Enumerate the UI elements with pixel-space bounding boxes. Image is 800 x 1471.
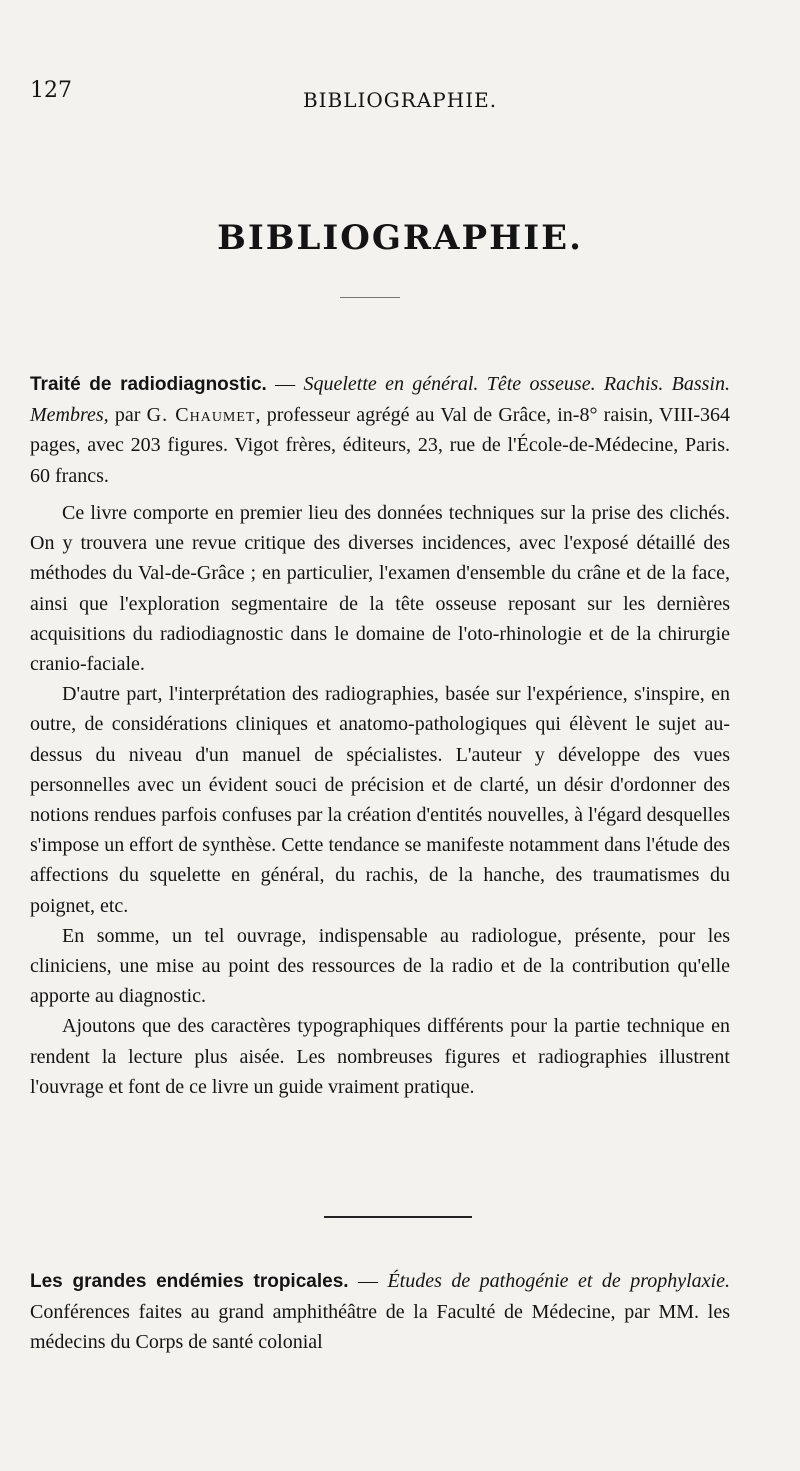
review-entry xyxy=(30,1266,730,1358)
book-subtitle: Études de pathogénie et de prophylaxie. xyxy=(387,1270,730,1292)
review-paragraph: Ce livre comporte en premier lieu des données techniques sur la prise des clichés. On y trouvera une revue critique des diverses incidences, avec l'exposé détaillé des méthodes du Val-de-Grâce ; en particulier, l'examen d'ensemble du crâne et de la face, ainsi que l'exploration segmentaire de la tête osseuse reposant sur les dernières acquisitions du radiodiagnostic dans le domaine de l'oto-rhinologie et de la chirurgie cranio-faciale. xyxy=(30,502,730,676)
book-title: Traité de radiodiagnostic. xyxy=(30,374,267,395)
book-author: G. Chaumet xyxy=(146,404,256,427)
review-paragraph: En somme, un tel ouvrage, indispensable au radiologue, présente, pour les cliniciens, une mise au point des ressources de la radio et de la contribution qu'elle apporte au diagnostic. xyxy=(30,924,730,1008)
by-text: par xyxy=(108,404,147,427)
book-details: , professeur agrégé au Val de Grâce, in-8° raisin, VIII-364 pages, avec 203 figures. Vigot frères, éditeurs, 23, rue de l'École-de-Médecine, Paris. 60 francs. xyxy=(30,404,731,487)
dash: — xyxy=(348,1270,388,1292)
book-subtitle: Squelette en général. Tête osseuse. Rachis. Bassin. Membres, xyxy=(30,373,730,427)
review-body xyxy=(30,498,730,1102)
page-number: 127 xyxy=(30,78,72,103)
page-title: BIBLIOGRAPHIE. xyxy=(217,218,583,258)
review-entry xyxy=(30,369,730,491)
review-heading xyxy=(30,1266,730,1358)
book-title: Les grandes endémies tropicales. xyxy=(30,1271,349,1292)
review-heading xyxy=(30,369,730,491)
section-divider xyxy=(324,1216,472,1218)
dash: — xyxy=(266,373,304,395)
divider xyxy=(340,297,400,298)
running-header: BIBLIOGRAPHIE. xyxy=(302,88,498,112)
review-paragraph: Ajoutons que des caractères typographiques différents pour la partie technique en rendent la lecture plus aisée. Les nombreuses figures et radiographies illustrent l'ouvrage et font de ce livre un guide vraiment pratique. xyxy=(30,1015,730,1098)
book-details: Conférences faites au grand amphithéâtre de la Faculté de Médecine, par MM. les médecins du Corps de santé colonial xyxy=(30,1301,730,1354)
review-paragraph: D'autre part, l'interprétation des radiographies, basée sur l'expérience, s'inspire, en outre, de considérations cliniques et anatomo-pathologiques qui élèvent le sujet au-dessus du niveau d'un manuel de spécialistes. L'auteur y développe des vues personnelles avec un évident souci de précision et de clarté, un désir d'ordonner des notions rendues parfois confuses par la création d'entités nouvelles, à l'égard desquelles s'impose un effort de synthèse. Cette tendance se manifeste notamment dans l'étude des affections du squelette en général, du rachis, de la hanche, des traumatismes du poignet, etc. xyxy=(30,683,730,917)
